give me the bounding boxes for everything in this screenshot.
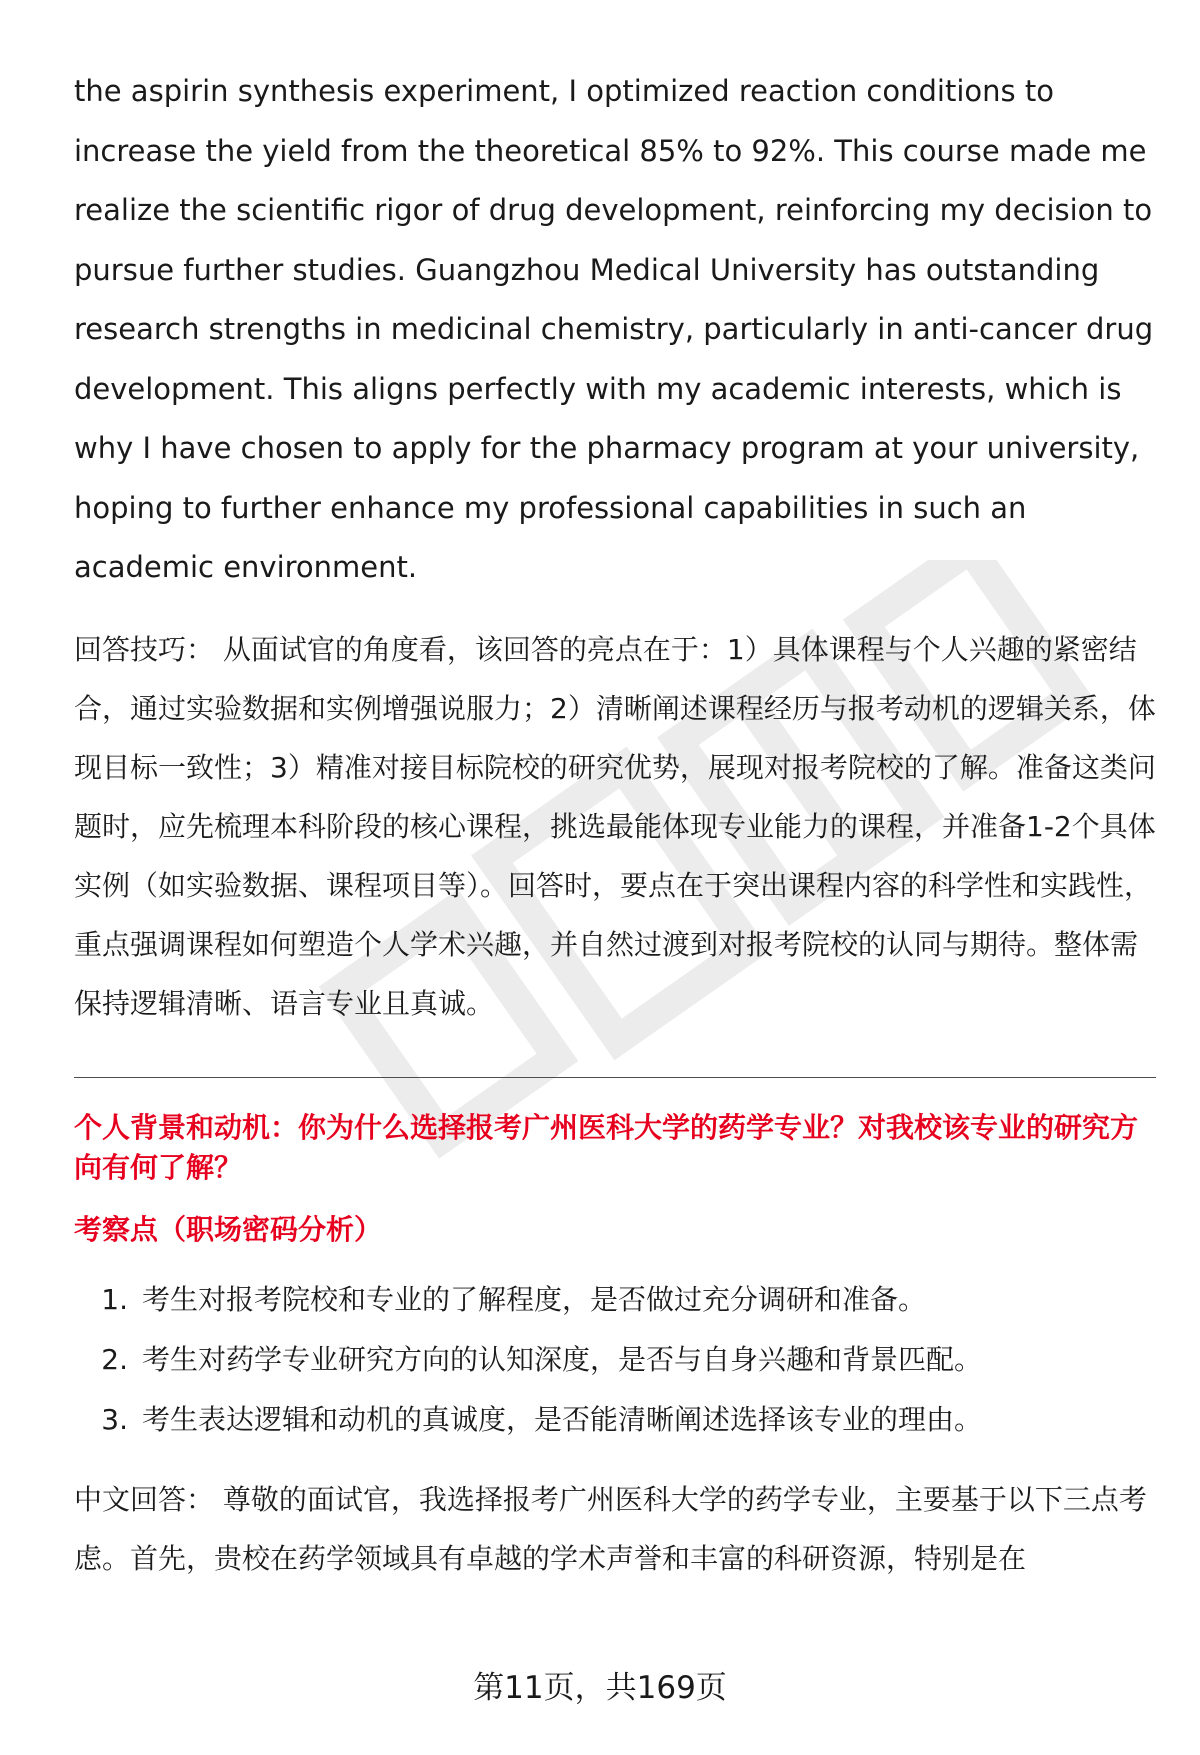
- page-indicator: 第11页，共169页: [473, 1670, 727, 1706]
- chinese-answer-paragraph: 中文回答： 尊敬的面试官，我选择报考广州医科大学的药学专业，主要基于以下三点考虑。首先，贵校在药学领域具有卓越的学术声誉和丰富的科研资源，特别是在: [74, 1482, 1147, 1575]
- list-item-number: 3.: [101, 1402, 128, 1436]
- question-heading: 个人背景和动机：你为什么选择报考广州医科大学的药学专业？对我校该专业的研究方向有何了解？: [74, 1110, 1139, 1184]
- page-content: [74, 62, 1156, 1588]
- section-divider: [74, 1077, 1156, 1078]
- list-item: [74, 1390, 1156, 1450]
- list-item-text: 考生对报考院校和专业的了解程度，是否做过充分调研和准备。: [142, 1282, 927, 1316]
- list-item-text: 考生对药学专业研究方向的认知深度，是否与自身兴趣和背景匹配。: [142, 1342, 983, 1376]
- list-item: [74, 1330, 1156, 1390]
- assessment-points-heading: 考察点（职场密码分析）: [74, 1212, 383, 1246]
- answer-tips-paragraph: 回答技巧： 从面试官的角度看，该回答的亮点在于：1）具体课程与个人兴趣的紧密结合，通过实验数据和实例增强说服力；2）清晰阐述课程经历与报考动机的逻辑关系，体现目标一致性；3）精准对接目标院校的研究优势，展现对报考院校的了解。准备这类问题时，应先梳理本科阶段的核心课程，挑选最能体现专业能力的课程，并准备1-2个具体实例（如实验数据、课程项目等）。回答时，要点在于突出课程内容的科学性和实践性，重点强调课程如何塑造个人学术兴趣，并自然过渡到对报考院校的认同与期待。整体需保持逻辑清晰、语言专业且真诚。: [74, 632, 1156, 1020]
- list-item-text: 考生表达逻辑和动机的真诚度，是否能清晰阐述选择该专业的理由。: [142, 1402, 983, 1436]
- list-item-number: 2.: [101, 1342, 128, 1376]
- assessment-points-list: [74, 1270, 1156, 1450]
- list-item: [74, 1270, 1156, 1330]
- english-answer-paragraph: the aspirin synthesis experiment, I optimized reaction conditions to increase the yield from the theoretical 85% to 92%. This course made me realize the scientific rigor of drug development, reinforcing my decision to pursue further studies. Guangzhou Medical University has outstanding research strengths in medicinal chemistry, particularly in anti-cancer drug development. This aligns perfectly with my academic interests, which is why I have chosen to apply for the pharmacy program at your university, hoping to further enhance my professional capabilities in such an academic environment.: [74, 74, 1154, 584]
- list-item-number: 1.: [101, 1282, 128, 1316]
